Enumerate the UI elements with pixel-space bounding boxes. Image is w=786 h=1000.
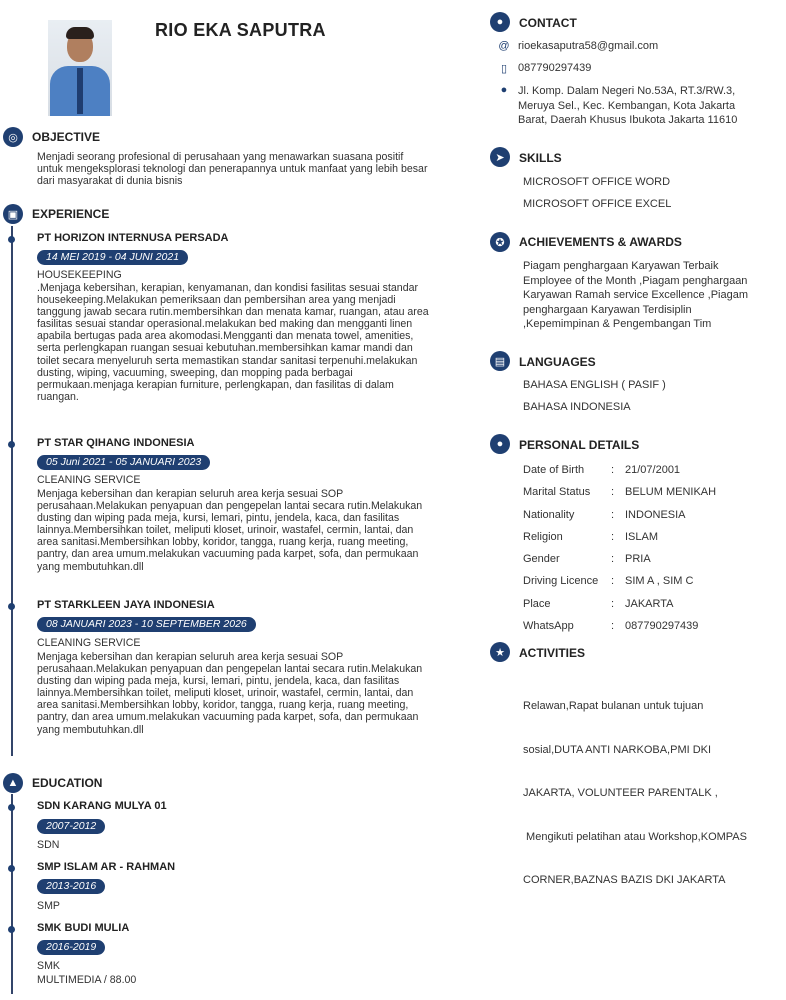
period-badge: 08 JANUARI 2023 - 10 SEPTEMBER 2026	[37, 617, 256, 632]
profile-photo	[48, 20, 112, 116]
rocket-icon: ➤	[490, 147, 510, 167]
education-major: MULTIMEDIA / 88.00	[37, 974, 137, 986]
company-name: PT STAR QIHANG INDONESIA	[37, 437, 195, 449]
period-badge: 05 Juni 2021 - 05 JANUARI 2023	[37, 455, 210, 470]
at-icon: @	[498, 40, 510, 52]
skills-title: SKILLS	[519, 151, 562, 165]
period-badge: 14 MEI 2019 - 04 JUNI 2021	[37, 250, 188, 265]
experience-timeline	[11, 226, 13, 756]
contact-title: CONTACT	[519, 16, 577, 30]
period-badge: 2007-2012	[37, 819, 105, 834]
user-icon: ●	[490, 434, 510, 454]
personal-row: Marital Status : BELUM MENIKAH	[523, 486, 717, 499]
translate-icon: ▤	[490, 351, 510, 371]
job-role: CLEANING SERVICE	[37, 474, 141, 486]
briefcase-icon: ▣	[3, 204, 23, 224]
education-timeline	[11, 794, 13, 994]
award-icon: ✪	[490, 232, 510, 252]
job-description: Menjaga kebersihan dan kerapian seluruh area kerja sesuai SOP perusahaan.Melakukan penyapuan dan pengepelan lantai secara rutin.Melakukan dusting dan wiping pada meja, kursi, lemari, pintu, jendela, kaca, dan fasilitas lainnya.Membersihkan toilet, meliputi kloset, urinoir, wastafel, cermin, lantai, dan area sanitasi.Membersihkan lobby, koridor, tangga, ruang kerja, ruang meeting, pantry, dan area umum.melakukan vacuuming pada karpet, sofa, dan permukaan yang membutuhkan.dll	[37, 488, 423, 573]
job-role: HOUSEKEEPING	[37, 269, 122, 281]
school-name: SDN KARANG MULYA 01	[37, 800, 167, 812]
star-icon: ★	[490, 642, 510, 662]
languages-title: LANGUAGES	[519, 355, 596, 369]
activities-text: Relawan,Rapat bulanan untuk tujuan sosial,DUTA ANTI NARKOBA,PMI DKI JAKARTA, VOLUNTEER PARENTALK , Mengikuti pelatihan atau Workshop,KOMPAS CORNER,BAZNAS BAZIS DKI JAKARTA	[523, 700, 747, 886]
school-name: SMK BUDI MULIA	[37, 922, 130, 934]
target-icon: ◎	[3, 127, 23, 147]
education-level: SMP	[37, 900, 60, 912]
school-name: SMP ISLAM AR - RAHMAN	[37, 861, 176, 873]
personal-row: Religion : ISLAM	[523, 530, 659, 543]
timeline-dot	[8, 804, 15, 811]
map-pin-icon: ●	[500, 84, 508, 96]
contact-email[interactable]: rioekasaputra58@gmail.com	[518, 40, 659, 52]
objective-text: Menjadi seorang profesional di perusahaan yang menawarkan suasana positif untuk mengeksplorasi teknologi dan penerapannya untuk manfaat yang lebih besar dari masyarakat di dunia bisnis	[37, 151, 428, 188]
period-badge: 2016-2019	[37, 940, 105, 955]
language-item: BAHASA INDONESIA	[523, 401, 631, 413]
timeline-dot	[8, 603, 15, 610]
candidate-name: RIO EKA SAPUTRA	[155, 20, 326, 40]
job-role: CLEANING SERVICE	[37, 637, 141, 649]
personal-row: WhatsApp : 087790297439	[523, 620, 699, 633]
personal-row: Nationality : INDONESIA	[523, 508, 686, 521]
timeline-dot	[8, 236, 15, 243]
job-description: .Menjaga kebersihan, kerapian, kenyamanan, dan kondisi fasilitas sesuai standar housekeeping.Melakukan pemeriksaan dan pembersihan area yang menjadi tanggung jawab secara rutin.membersihkan dan menata kamar, ruangan, atau area fasilitas sesuai standar operasional.melakukan bed making dan mengganti linen apabila bertugas pada area akomodasi.Mengganti dan menata towel, amenities, serta perlengkapan ruangan sesuai kebutuhan.membersihkan kamar mandi dan toilet secara menyeluruh serta memastikan standar sanitasi terpenuhi.melakukan dusting, wiping, vacuuming, sweeping, dan mopping pada berbagai permukaan.menjaga kerapian furniture, perlengkapan, dan fasilitas di dalam ruangan.	[37, 282, 429, 403]
person-icon: ●	[490, 12, 510, 32]
company-name: PT STARKLEEN JAYA INDONESIA	[37, 599, 215, 611]
period-badge: 2013-2016	[37, 879, 105, 894]
personal-details-title: PERSONAL DETAILS	[519, 438, 640, 452]
objective-title: OBJECTIVE	[32, 130, 101, 144]
contact-address: Jl. Komp. Dalam Negeri No.53A, RT.3/RW.3, Meruya Sel., Kec. Kembangan, Kota Jakarta Barat, Daerah Khusus Ibukota Jakarta 11610	[518, 85, 738, 126]
personal-row: Driving Licence : SIM A , SIM C	[523, 575, 694, 588]
achievements-text: Piagam penghargaan Karyawan Terbaik Employee of the Month ,Piagam penghargaan Karyawan Ramah service Excellence ,Piagam penghargaan Karyawan Terdisiplin ,Kepemimpinan & Pengembangan Tim	[523, 260, 748, 330]
personal-row: Gender : PRIA	[523, 553, 651, 566]
education-level: SDN	[37, 839, 60, 851]
phone-icon: ▯	[500, 63, 508, 75]
personal-row: Date of Birth : 21/07/2001	[523, 464, 681, 476]
timeline-dot	[8, 441, 15, 448]
personal-row: Place : JAKARTA	[523, 597, 674, 610]
job-description: Menjaga kebersihan dan kerapian seluruh area kerja sesuai SOP perusahaan.Melakukan penyapuan dan pengepelan lantai secara rutin.Melakukan dusting dan wiping pada meja, kursi, lemari, pintu, jendela, kaca, dan fasilitas lainnya.Membersihkan toilet, meliputi kloset, urinoir, wastafel, cermin, lantai, dan area sanitasi.Membersihkan lobby, koridor, tangga, ruang kerja, ruang meeting, pantry, dan area umum.melakukan vacuuming pada karpet, sofa, dan permukaan yang membutuhkan.dll	[37, 651, 423, 736]
timeline-dot	[8, 926, 15, 933]
personal-details-table	[523, 459, 716, 637]
company-name: PT HORIZON INTERNUSA PERSADA	[37, 232, 229, 244]
activities-title: ACTIVITIES	[519, 646, 586, 660]
language-item: BAHASA ENGLISH ( PASIF )	[523, 379, 666, 391]
graduation-cap-icon: ▲	[3, 773, 23, 793]
skill-item: MICROSOFT OFFICE WORD	[523, 176, 671, 188]
education-level: SMK	[37, 960, 60, 972]
timeline-dot	[8, 865, 15, 872]
education-title: EDUCATION	[32, 776, 103, 790]
skill-item: MICROSOFT OFFICE EXCEL	[523, 198, 672, 210]
achievements-title: ACHIEVEMENTS & AWARDS	[519, 235, 682, 249]
experience-title: EXPERIENCE	[32, 207, 110, 221]
contact-phone[interactable]: 087790297439	[518, 62, 592, 74]
